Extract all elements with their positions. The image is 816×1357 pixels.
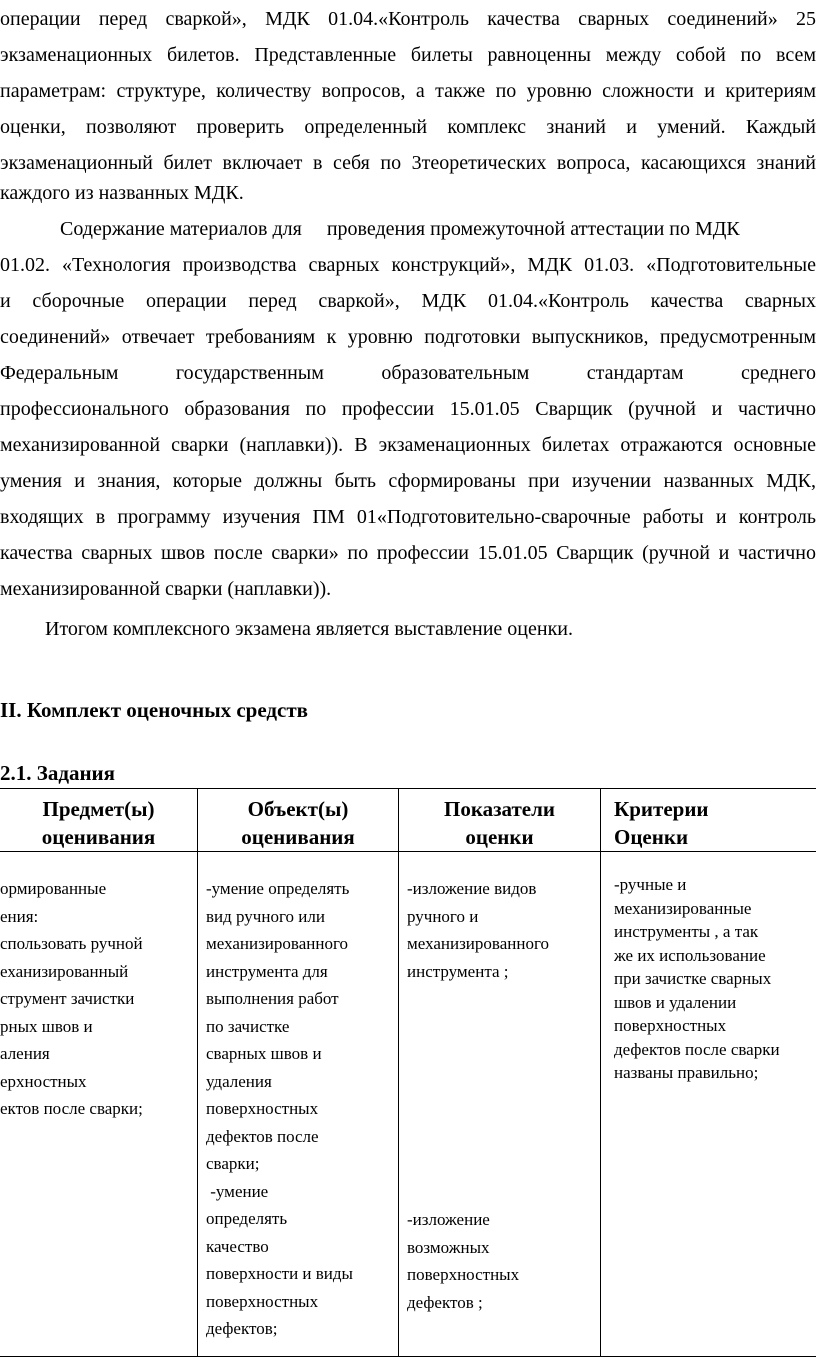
header-criteria: Критерии Оценки bbox=[614, 797, 709, 849]
text-line: оценки, позволяют проверить определенный комплекс знаний и умений. Каждый bbox=[0, 116, 816, 138]
text-line: механизированной сварки (наплавки)). bbox=[0, 578, 332, 600]
paragraph-3: Итогом комплексного экзамена является выставление оценки. bbox=[0, 618, 574, 640]
cell-subject: ормированные ения: спользовать ручной еханизированный струмент зачистки рных швов и аления ерхностных ектов после сварки; bbox=[0, 879, 143, 1118]
text-line: соединений» отвечает требованиям к уровню подготовки выпускников, предусмотренным bbox=[0, 326, 816, 348]
header-divider bbox=[0, 851, 816, 852]
text-line: экзаменационных билетов. Представленные билеты равноценны между собой по всем bbox=[0, 44, 816, 66]
text-line: параметрам: структуре, количеству вопросов, а также по уровню сложности и критериям bbox=[0, 80, 816, 102]
text-line: Федеральным государственным образовательным стандартам среднего bbox=[0, 362, 816, 384]
assessment-table bbox=[0, 788, 816, 1357]
text-line: профессионального образования по профессии 15.01.05 Сварщик (ручной и частично bbox=[0, 398, 816, 420]
text-line: качества сварных швов после сварки» по профессии 15.01.05 Сварщик (ручной и частично bbox=[0, 542, 816, 564]
column-divider bbox=[398, 789, 399, 1356]
text-line: экзаменационный билет включает в себя по 3теоретических вопроса, касающихся знаний bbox=[0, 152, 816, 174]
text-line: операции перед сваркой», МДК 01.04.«Контроль качества сварных соединений» 25 bbox=[0, 8, 816, 30]
header-object: Объект(ы) оценивания bbox=[241, 797, 355, 849]
column-divider bbox=[600, 789, 601, 1356]
text-line: механизированной сварки (наплавки)). В экзаменационных билетах отражаются основные bbox=[0, 434, 816, 456]
text-line: каждого из названных МДК. bbox=[0, 182, 244, 204]
header-indicators: Показатели оценки bbox=[443, 797, 556, 849]
cell-indicators-1: -изложение видов ручного и механизированного инструмента ; bbox=[407, 879, 550, 981]
text-line: умения и знания, которые должны быть сформированы при изучении названных МДК, bbox=[0, 470, 816, 492]
text-line: и сборочные операции перед сваркой», МДК 01.04.«Контроль качества сварных bbox=[0, 290, 816, 312]
header-subject: Предмет(ы) оценивания bbox=[41, 797, 156, 849]
cell-criteria: -ручные и механизированные инструменты , а так же их использование при зачистке сварных швов и удалении поверхностных дефектов после сварки названы правильно; bbox=[614, 875, 780, 1082]
text-line: входящих в программу изучения ПМ 01«Подготовительно-сварочные работы и контроль bbox=[0, 506, 816, 528]
subsection-heading: 2.1. Задания bbox=[0, 761, 116, 785]
section-heading: II. Комплект оценочных средств bbox=[0, 698, 309, 722]
cell-object: -умение определять вид ручного или механизированного инструмента для выполнения работ по зачистке сварных швов и удаления поверхностных дефектов после сварки; -умение определять качество поверхности и виды поверхностных дефектов; bbox=[206, 879, 353, 1338]
cell-indicators-2: -изложение возможных поверхностных дефектов ; bbox=[407, 1210, 520, 1312]
column-divider bbox=[197, 789, 198, 1356]
text-line: Содержание материалов для проведения промежуточной аттестации по МДК bbox=[0, 218, 740, 240]
text-line: 01.02. «Технология производства сварных конструкций», МДК 01.03. «Подготовительные bbox=[0, 254, 816, 276]
